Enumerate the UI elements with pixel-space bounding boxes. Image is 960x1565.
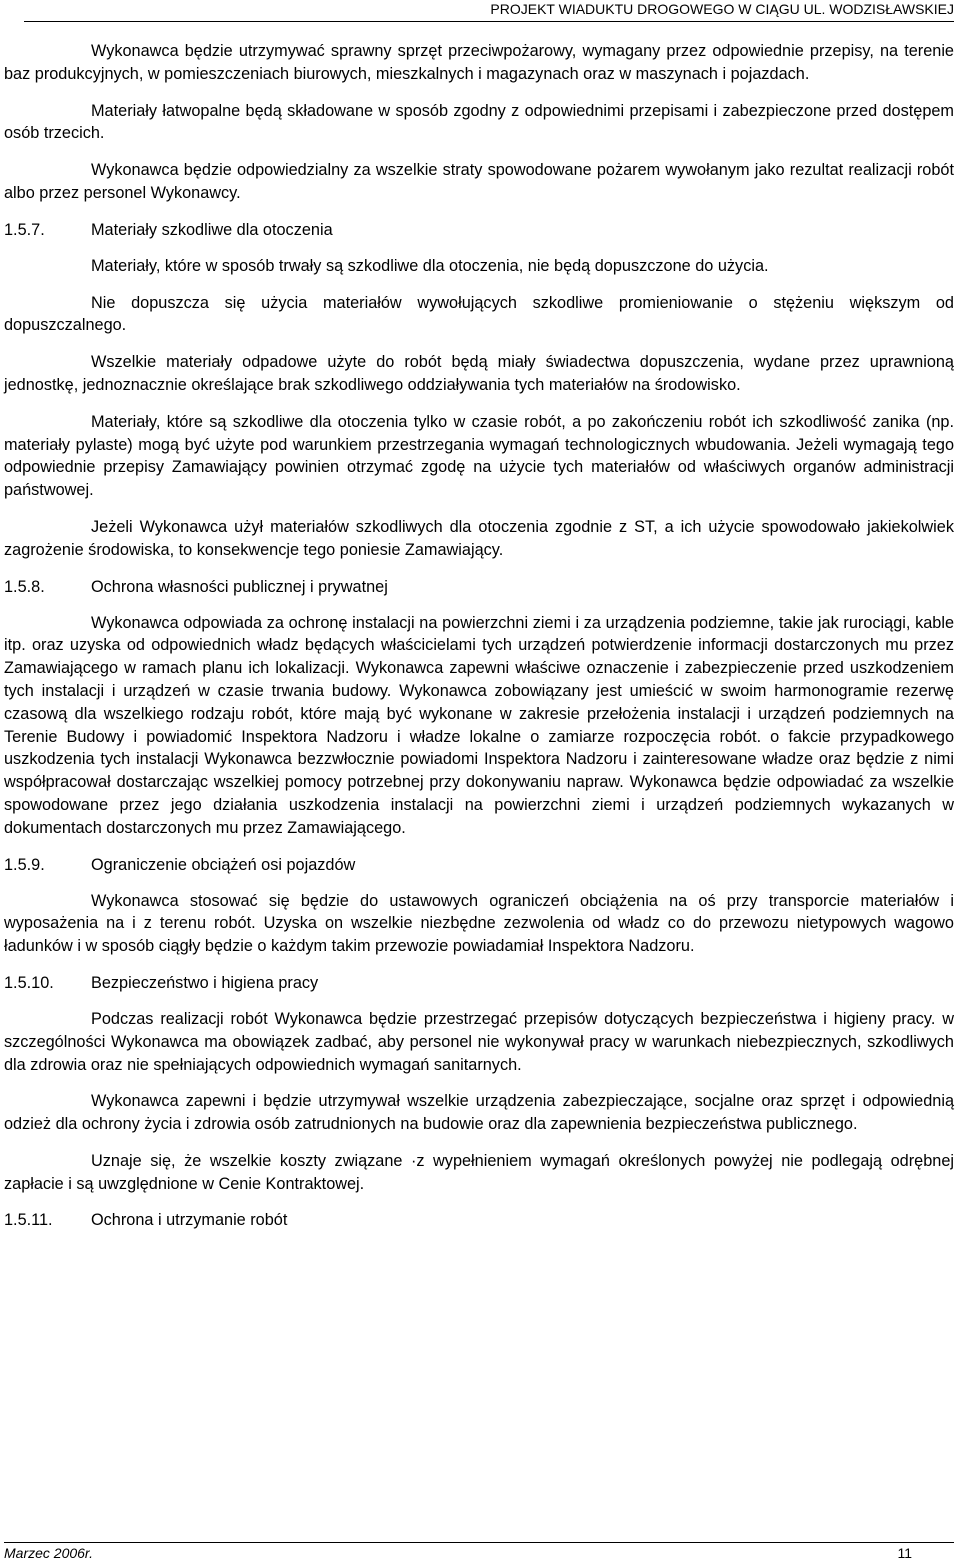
paragraph: Materiały łatwopalne będą składowane w sposób zgodny z odpowiednimi przepisami i zabezpieczone przed dostępem osób trzecich. <box>4 101 954 143</box>
document-body <box>4 40 954 1245</box>
paragraph: Materiały, które są szkodliwe dla otoczenia tylko w czasie robót, a po zakończeniu robót ich szkodliwość zanika (np. materiały pylaste) mogą być użyte pod warunkiem przestrzegania wymagań technologicznych wbudowania. Jeżeli wymagają tego odpowiednie przepisy Zamawiający powinien otrzymać zgodę na użycie tych materiałów od właściwych organów administracji państwowej. <box>4 412 954 500</box>
footer-date: Marzec 2006r. <box>4 1545 93 1561</box>
section-title: Ochrona własności publicznej i prywatnej <box>91 577 388 596</box>
section-title: Materiały szkodliwe dla otoczenia <box>91 220 333 239</box>
paragraph: Wykonawca będzie utrzymywać sprawny sprzęt przeciwpożarowy, wymagany przez odpowiednie przepisy, na terenie baz produkcyjnych, w pomieszczeniach biurowych, mieszkalnych i magazynach oraz w maszynach i pojazdach. <box>4 42 954 83</box>
paragraph: Podczas realizacji robót Wykonawca będzie przestrzegać przepisów dotyczących bezpieczeństwa i higieny pracy. w szczególności Wykonawca ma obowiązek zadbać, aby personel nie wykonywał pracy w warunkach niebezpiecznych, szkodliwych dla zdrowia oraz nie spełniających odpowiednich wymagań sanitarnych. <box>4 1009 954 1074</box>
section-heading-1-5-10 <box>4 972 954 994</box>
paragraph: Wykonawca stosować się będzie do ustawowych ograniczeń obciążenia na oś przy transporcie materiałów i wyposażenia na i z terenu robót. Uzyska on wszelkie niezbędne zezwolenia od władz co do przewozu nietypowych wagowo ładunków i w sposób ciągły będzie o każdym takim przewozie powiadamiał Inspektora Nadzoru. <box>4 891 954 956</box>
section-heading-1-5-7 <box>4 219 954 241</box>
section-number: 1.5.8. <box>4 577 45 596</box>
section-heading-1-5-8 <box>4 576 954 598</box>
page-header: PROJEKT WIADUKTU DROGOWEGO W CIĄGU UL. WODZISŁAWSKIEJ <box>24 0 954 22</box>
section-number: 1.5.10. <box>4 973 54 992</box>
paragraph: Nie dopuszcza się użycia materiałów wywołujących szkodliwe promieniowanie o stężeniu większym od dopuszczalnego. <box>4 293 954 335</box>
paragraph: Materiały, które w sposób trwały są szkodliwe dla otoczenia, nie będą dopuszczone do użycia. <box>91 256 769 275</box>
section-number: 1.5.7. <box>4 220 45 239</box>
section-number: 1.5.11. <box>4 1211 53 1230</box>
section-title: Ochrona i utrzymanie robót <box>91 1211 288 1230</box>
section-heading-1-5-9 <box>4 854 954 876</box>
paragraph: Jeżeli Wykonawca użył materiałów szkodliwych dla otoczenia zgodnie z ST, a ich użycie spowodowało jakiekolwiek zagrożenie środowiska, to konsekwencje tego poniesie Zamawiający. <box>4 517 954 559</box>
paragraph: Wykonawca będzie odpowiedzialny za wszelkie straty spowodowane pożarem wywołanym jako rezultat realizacji robót albo przez personel Wykonawcy. <box>4 161 954 202</box>
paragraph: Wszelkie materiały odpadowe użyte do robót będą miały świadectwa dopuszczenia, wydane przez uprawnioną jednostkę, jednoznacznie określające brak szkodliwego oddziaływania tych materiałów na środowisko. <box>4 353 954 394</box>
section-heading-1-5-11 <box>4 1209 954 1231</box>
paragraph: Wykonawca odpowiada za ochronę instalacji na powierzchni ziemi i za urządzenia podziemne, takie jak rurociągi, kable itp. oraz uzyska od odpowiednich władz będących właścicielami tych urządzeń potwierdzenie informacji dostarczonych mu przez Zamawiającego w ramach planu ich lokalizacji. Wykonawca zapewni właściwe oznaczenie i zabezpieczenie przed uszkodzeniem tych instalacji i urządzeń w czasie trwania budowy. Wykonawca zobowiązany jest umieścić w swoim harmonogramie rezerwę czasową dla wszelkiego rodzaju robót, które mają być wykonane w zakresie przełożenia instalacji i urządzeń podziemnych na Terenie Budowy i powiadomić Inspektora Nadzoru i władze lokalne o zamiarze rozpoczęcia robót. o fakcie przypadkowego uszkodzenia tych instalacji Wykonawca bezzwłocznie powiadomi Inspektora Nadzoru i zainteresowane władze oraz będzie z nimi współpracował dostarczając wszelkiej pomocy potrzebnej przy dokonywaniu napraw. Wykonawca będzie odpowiadać za wszelkie spowodowane przez jego działania uszkodzenia instalacji na powierzchni ziemi i urządzeń podziemnych wykazanych w dokumentach dostarczonych mu przez Zamawiającego. <box>4 613 954 837</box>
section-title: Ograniczenie obciążeń osi pojazdów <box>91 855 356 874</box>
page-number: 11 <box>897 1545 912 1561</box>
section-title: Bezpieczeństwo i higiena pracy <box>91 973 319 992</box>
page-footer <box>4 1542 954 1562</box>
section-number: 1.5.9. <box>4 855 45 874</box>
paragraph: Uznaje się, że wszelkie koszty związane ·z wypełnieniem wymagań określonych powyżej nie podlegają odrębnej zapłacie i są uwzględnione w Cenie Kontraktowej. <box>4 1151 954 1193</box>
paragraph: Wykonawca zapewni i będzie utrzymywał wszelkie urządzenia zabezpieczające, socjalne oraz sprzęt i odpowiednią odzież dla ochrony życia i zdrowia osób zatrudnionych na budowie oraz dla zapewnienia bezpieczeństwa publicznego. <box>4 1092 954 1134</box>
